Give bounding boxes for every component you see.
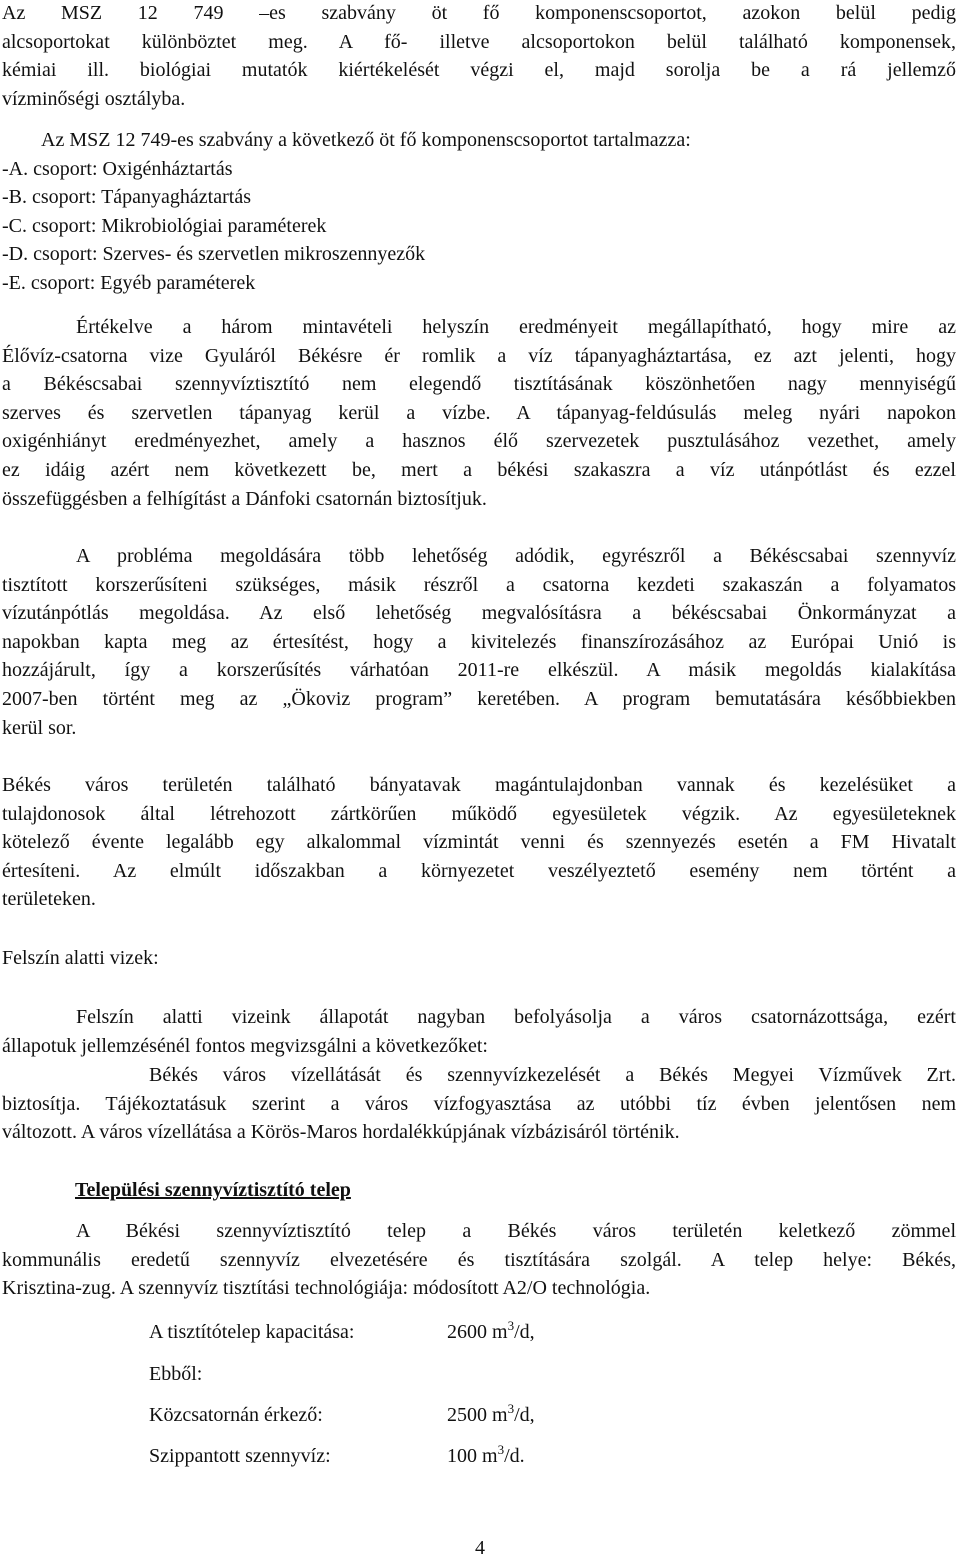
capacity-row (149, 1442, 649, 1470)
text-line: területeken. (2, 888, 96, 911)
capacity-label: Ebből: (149, 1363, 203, 1385)
quarries-paragraph (2, 771, 956, 914)
text-line: változott. A város vízellátása a Körös-Maros hordalékkúpjának vízbázisáról történik. (2, 1121, 680, 1144)
component-groups (2, 126, 956, 298)
text-line: Az MSZ 12 749 –es szabvány öt fő komponenscsoportot, azokon belül pedig (2, 2, 956, 24)
group-item-d: -D. csoport: Szerves- és szervetlen mikroszennyezők (2, 243, 426, 266)
text-line: hozzájárult, így a korszerűsítés várhatóan 2011-re elkészül. A másik megoldás kialakítása (2, 659, 956, 682)
text-line: értesíteni. Az elmúlt időszakban a környezetet veszélyeztető esemény nem történt a (2, 859, 956, 882)
text-line: szerves és szervetlen tápanyag kerül a vízbe. A tápanyag-feldúsulás meleg nyári napokon (2, 401, 956, 424)
groups-heading: Az MSZ 12 749-es szabvány a következő öt fő komponenscsoportot tartalmazza: (41, 129, 691, 151)
text-line: tulajdonosok által létrehozott zártkörűen működő egyesületek végzik. Az egyesületeknek (2, 802, 956, 825)
text-line: Értékelve a három mintavételi helyszín eredményeit megállapítható, hogy mire az (76, 316, 956, 338)
text-line: 2007-ben történt meg az „Ökoviz program” keretében. A program bemutatására későbbiekben (2, 687, 956, 710)
text-line: a Békéscsabai szennyvíztisztító nem elegendő tisztításának köszönhetően nagy mennyiségű (2, 373, 956, 396)
text-line: oxigénhiányt eredményezhet, amely a hasznos élő szervezetek pusztulásához vezethet, amely (2, 430, 956, 453)
text-line: biztosítja. Tájékoztatásuk szerint a város vízfogyasztása az utóbbi tíz évben jelentősen nem (2, 1092, 956, 1115)
text-line: A probléma megoldására több lehetőség adódik, egyrészről a Békéscsabai szennyvíz (76, 545, 956, 567)
group-item-c: -C. csoport: Mikrobiológiai paraméterek (2, 214, 327, 237)
section-title: Felszín alatti vizek: (2, 947, 159, 969)
capacity-label: Szippantott szennyvíz: (149, 1445, 331, 1467)
capacity-label: A tisztítótelep kapacitása: (149, 1321, 355, 1343)
text-line: kommunális eredetű szennyvíz elvezetésére és tisztítására szolgál. A telep helye: Békés, (2, 1248, 956, 1271)
page-number: 4 (475, 1537, 485, 1559)
capacity-row (149, 1401, 649, 1429)
capacity-value: 2600 $m^3/d$, (447, 1318, 535, 1343)
text-line: A Békési szennyvíztisztító telep a Békés város területén keletkező zömmel (76, 1220, 956, 1242)
plant-paragraph (2, 1217, 956, 1303)
text-line: alcsoportokat különböztet meg. A fő- illetve alcsoportokon belül található komponensek, (2, 30, 956, 53)
underground-title (2, 944, 956, 973)
text-line: kötelező évente legalább egy alkalommal vízmintát venni és szennyezés esetén a FM Hivatalt (2, 831, 956, 854)
plant-heading: Települési szennyvíztisztító telep (75, 1179, 351, 1201)
text-line: Krisztina-zug. A szennyvíz tisztítási technológiája: módosított A2/O technológia. (2, 1277, 651, 1300)
text-line: ez idáig azért nem következett be, mert a békési szakaszra a víz utánpótlást és ezzel (2, 458, 956, 481)
text-line: kémiai ill. biológiai mutatók kiértékelését végzi el, majd sorolja be a rá jellemző (2, 59, 956, 82)
text-line: vízutánpótlás megoldása. Az első lehetőség megvalósításra a békéscsabai Önkormányzat a (2, 602, 956, 625)
capacity-label: Közcsatornán érkező: (149, 1404, 323, 1426)
text-line: Élővíz-csatorna vize Gyuláról Békésre ér romlik a víz tápanyagháztartása, ez azt jelenti, hogy (2, 344, 956, 367)
text-line: Felszín alatti vizeink állapotát nagyban befolyásolja a város csatornázottsága, ezért (76, 1006, 956, 1028)
evaluation-paragraph (2, 313, 956, 513)
text-line: vízminőségi osztályba. (2, 87, 186, 110)
text-line: Békés város vízellátását és szennyvízkezelését a Békés Megyei Vízművek Zrt. (149, 1064, 956, 1086)
text-line: tisztított korszerűsíteni szükséges, másik részről a csatorna kezdeti szakaszán a folyamatos (2, 573, 956, 596)
underground-paragraph-2 (2, 1061, 956, 1147)
text-line: összefüggésben a felhígítást a Dánfoki csatornán biztosítjuk. (2, 487, 487, 510)
capacity-row (149, 1360, 649, 1388)
underground-paragraph-1 (2, 1003, 956, 1060)
group-item-b: -B. csoport: Tápanyagháztartás (2, 186, 251, 209)
group-item-a: -A. csoport: Oxigénháztartás (2, 157, 233, 180)
capacity-value: 100 $m^3/d$. (447, 1442, 525, 1467)
intro-paragraph (2, 0, 956, 113)
text-line: napokban kapta meg az értesítést, hogy a kivitelezés finanszírozásához az Európai Unió is (2, 630, 956, 653)
group-item-e: -E. csoport: Egyéb paraméterek (2, 271, 256, 294)
capacity-value: 2500 $m^3/d$, (447, 1401, 535, 1426)
problem-paragraph (2, 542, 956, 742)
text-line: Békés város területén található bányatavak magántulajdonban vannak és kezelésüket a (2, 774, 956, 796)
text-line: állapotuk jellemzésénél fontos megvizsgálni a következőket: (2, 1034, 488, 1057)
text-line: kerül sor. (2, 716, 77, 739)
capacity-row (149, 1318, 649, 1346)
